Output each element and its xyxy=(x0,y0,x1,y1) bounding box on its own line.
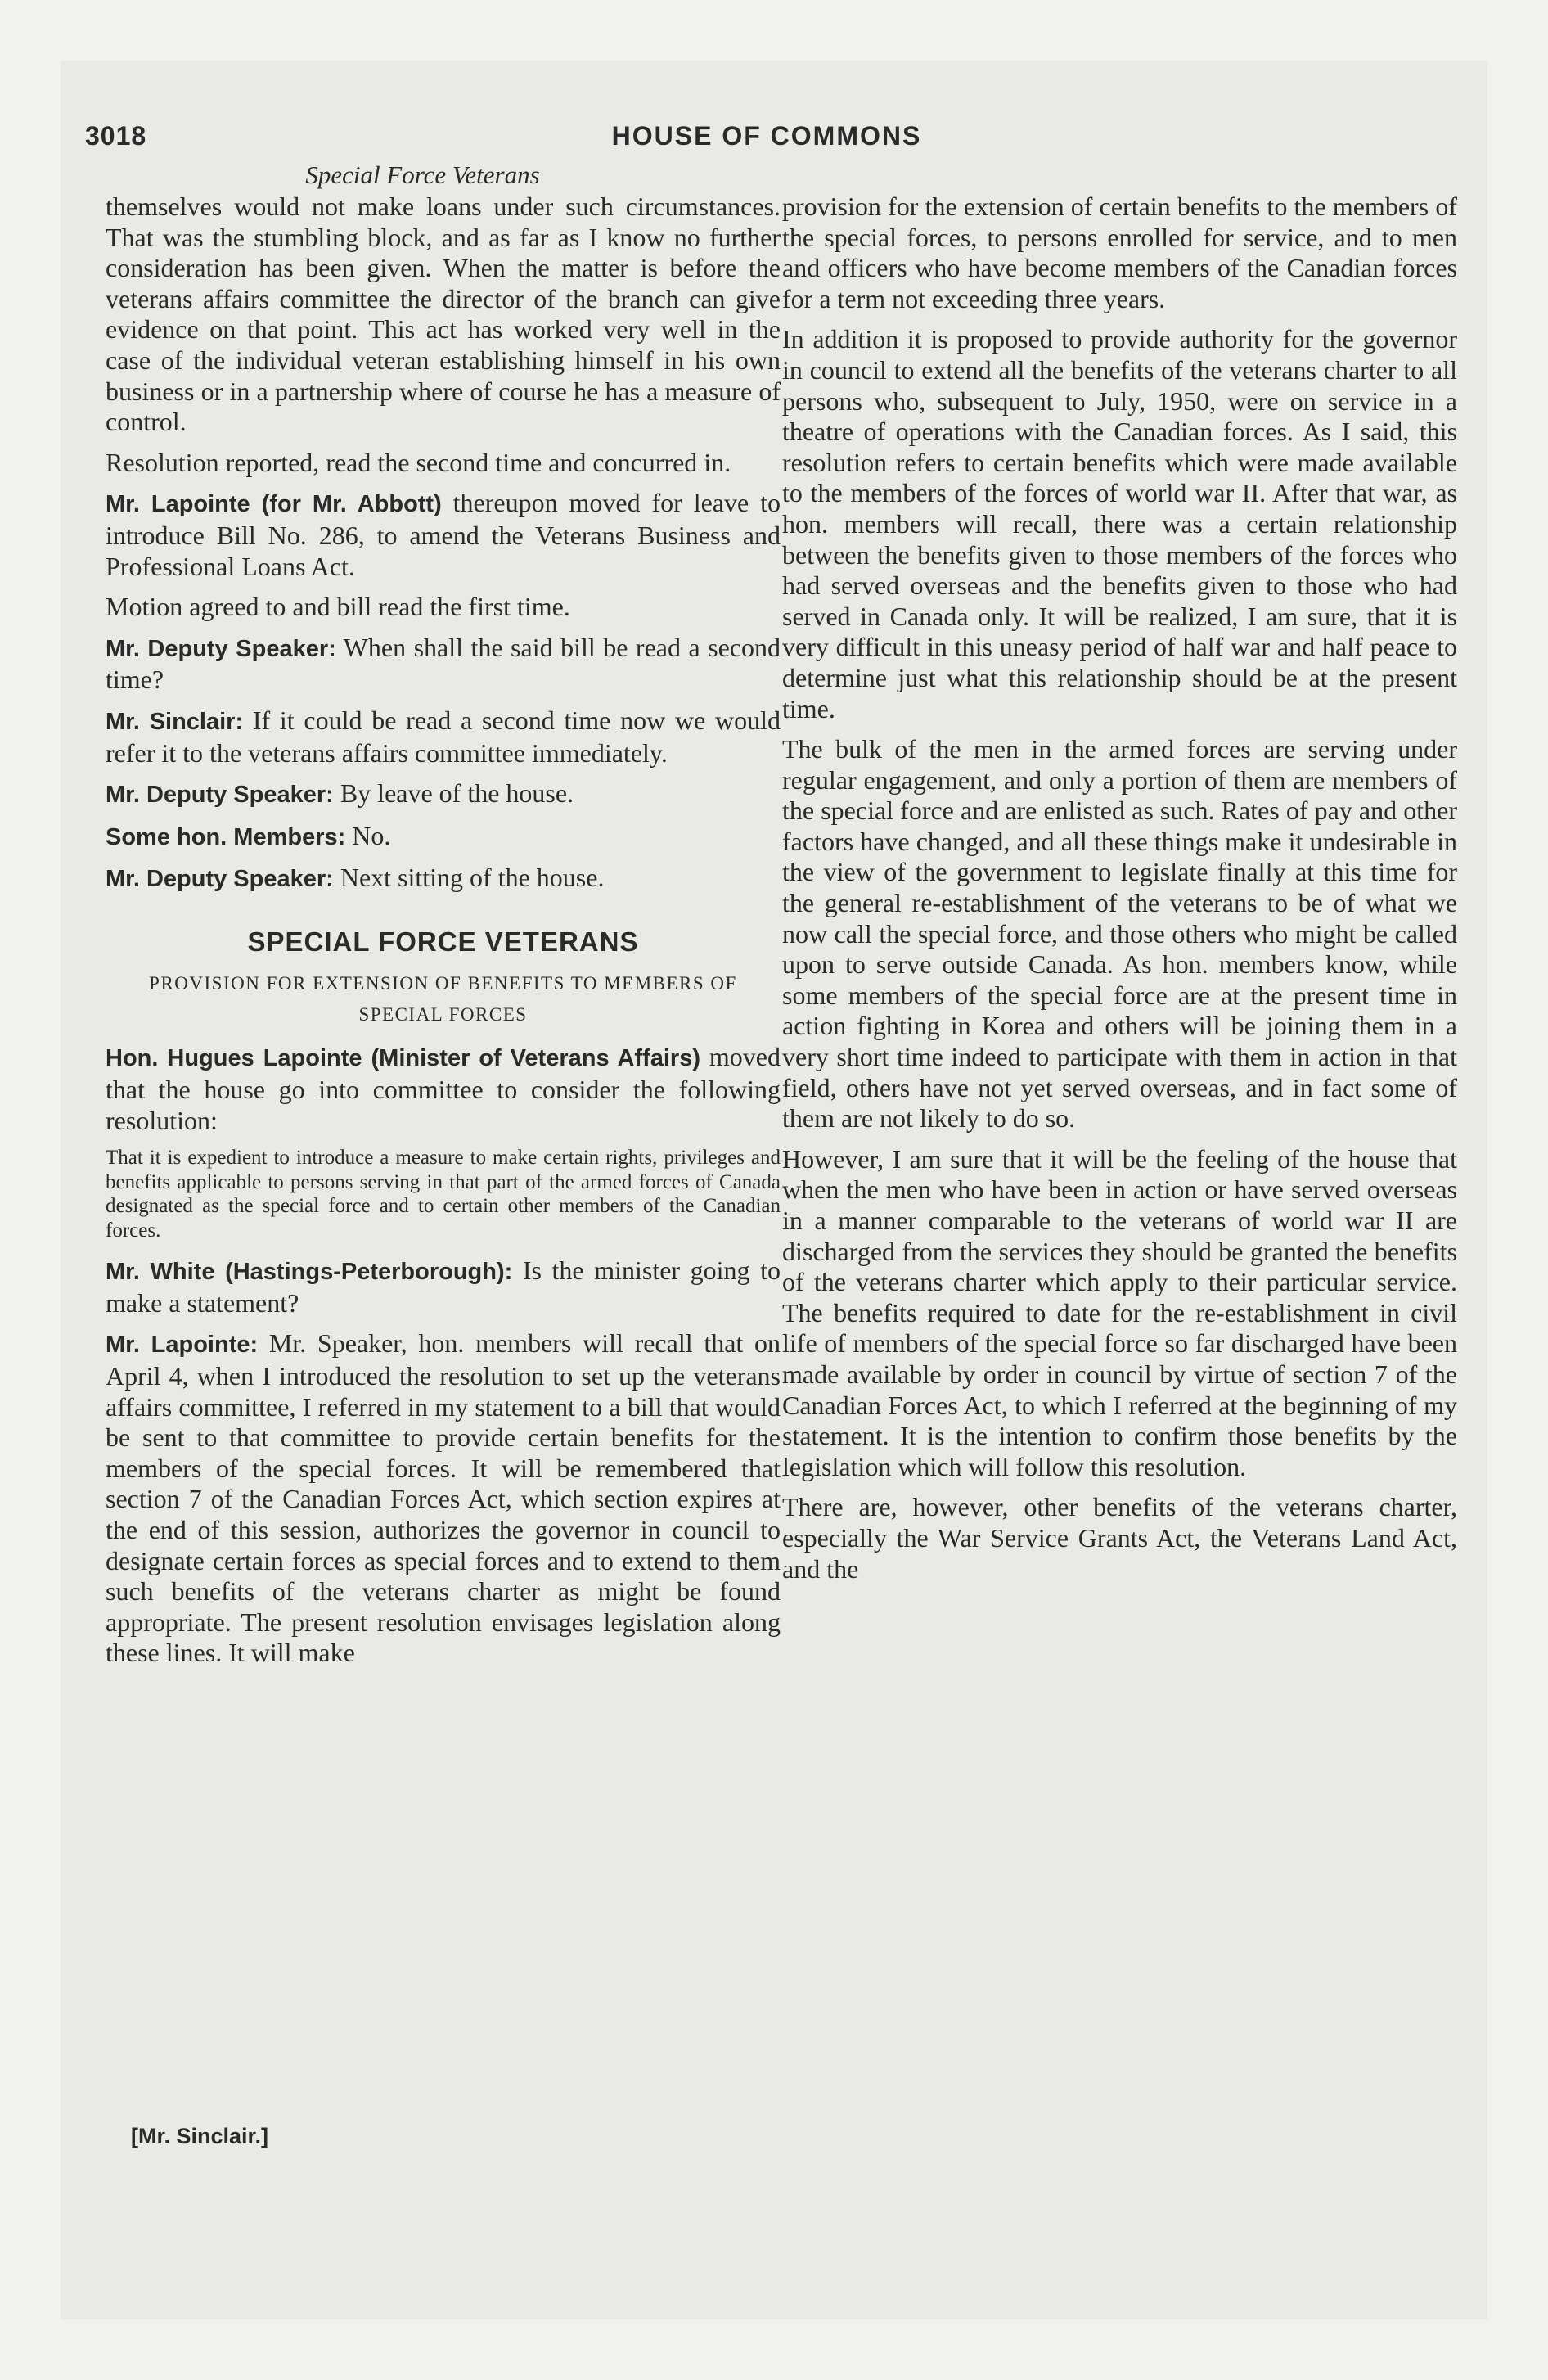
page-header xyxy=(85,121,1448,157)
speaker-name: Mr. Deputy Speaker: xyxy=(106,782,334,809)
paragraph xyxy=(106,778,781,811)
speaker-name: Mr. Lapointe (for Mr. Abbott) xyxy=(106,491,442,518)
resolution-quote: That it is expedient to introduce a measure to make certain rights, privileges and benefits applicable to persons serving in that part of the armed forces of Canada designated as the special force and to certain other members of the Canadian forces. xyxy=(106,1147,781,1242)
speaker-name: Mr. Deputy Speaker: xyxy=(106,866,334,893)
speaker-name: Mr. Lapointe: xyxy=(106,1332,259,1359)
paragraph: There are, however, other benefits of the veterans charter, especially the War Service Grants Act, the Veterans Land Act, and the xyxy=(782,1492,1457,1584)
speech-text: Is the minister going to make a statement? xyxy=(106,1255,781,1318)
footer-speaker-reference: [Mr. Sinclair.] xyxy=(131,2124,269,2148)
section-subtitle: PROVISION FOR EXTENSION OF BENEFITS TO MEMBERS OF SPECIAL FORCES xyxy=(149,973,737,1025)
speech-text: If it could be read a second time now we would refer it to the veterans affairs committee immediately. xyxy=(106,705,781,768)
speech-text: Next sitting of the house. xyxy=(333,863,605,893)
speaker-name: Some hon. Members: xyxy=(106,823,346,850)
section-subhead: Special Force Veterans xyxy=(305,160,540,189)
section-title: SPECIAL FORCE VETERANS xyxy=(247,926,639,957)
running-head: HOUSE OF COMMONS xyxy=(611,121,922,151)
speaker-name: Mr. Sinclair: xyxy=(106,708,244,735)
speech-text: When shall the said bill be read a second time? xyxy=(106,632,781,695)
speech-text: No. xyxy=(345,820,391,850)
paragraph: themselves would not make loans under such circumstances. That was the stumbling block, and as far as I know no further consideration has been given. When the matter is before the veterans affairs committee the director of the branch can give evidence on that point. This act has worked very well in the case of the individual veteran establishing himself in his own business or in a partnership where of course he has a measure of control. xyxy=(106,192,781,437)
paragraph xyxy=(106,705,781,769)
speech-text: thereupon moved for leave to introduce Bill No. 286, to amend the Veterans Business and Professional Loans Act. xyxy=(106,488,781,581)
paragraph: Resolution reported, read the second time and concurred in. xyxy=(106,447,731,477)
speech-text: By leave of the house. xyxy=(333,778,574,809)
right-column xyxy=(782,192,1457,1594)
paragraph xyxy=(106,1255,781,1318)
paragraph xyxy=(106,1328,781,1669)
speaker-name: Hon. Hugues Lapointe (Minister of Veterans Affairs) xyxy=(106,1045,700,1072)
speech-text: moved that the house go into committee to consider the following resolution: xyxy=(106,1042,781,1135)
speaker-name: Mr. White (Hastings-Peterborough): xyxy=(106,1259,513,1286)
speaker-name: Mr. Deputy Speaker: xyxy=(106,635,336,662)
paragraph xyxy=(106,863,781,895)
paragraph: Motion agreed to and bill read the first time. xyxy=(106,592,570,622)
paragraph: In addition it is proposed to provide authority for the governor in council to extend all the benefits of the veterans charter to all persons who, subsequent to July, 1950, were on service in a theatre of operations with the Canadian forces. As I said, this resolution refers to certain benefits which were made available to the members of the forces of world war II. After that war, as hon. members will recall, there was a certain relationship between the benefits given to those members of the forces who had served overseas and the benefits given to those who had served in Canada only. It will be realized, I am sure, that it is very difficult in this uneasy period of half war and half peace to determine just what this relationship should be at the present time. xyxy=(782,324,1457,723)
left-column xyxy=(106,192,781,1679)
page-number: 3018 xyxy=(85,121,147,151)
paragraph xyxy=(106,488,781,582)
paragraph xyxy=(106,633,781,696)
speech-text: Mr. Speaker, hon. members will recall that on April 4, when I introduced the resolution to set up the veterans affairs committee, I referred in my statement to a bill that would be sent to that committee to provide certain benefits for the members of the special forces. It will be remembered that section 7 of the Canadian Forces Act, which section expires at the end of this session, authorizes the governor in council to designate certain forces as special forces and to extend to them such benefits of the veterans charter as might be found appropriate. The present resolution envisages legislation along these lines. It will make xyxy=(106,1328,781,1668)
paragraph xyxy=(106,1042,781,1136)
paragraph: However, I am sure that it will be the feeling of the house that when the men who have been in action or have served overseas in a manner comparable to the veterans of world war II are discharged from the services they should be granted the benefits of the veterans charter which apply to their particular service. The benefits required to date for the re-establishment in civil life of members of the special force so far discharged have been made available by order in council by virtue of section 7 of the Canadian Forces Act, to which I referred at the beginning of my statement. It is the intention to confirm those benefits by the legislation which will follow this resolution. xyxy=(782,1143,1457,1481)
paragraph: The bulk of the men in the armed forces are serving under regular engagement, and only a portion of them are members of the special force and are enlisted as such. Rates of pay and other factors have changed, and all these things make it undesirable in the view of the government to legislate finally at this time for the general re-establishment of the veterans to be of what we now call the special force, and those others who might be called upon to serve outside Canada. As hon. members know, while some members of the special force are at the present time in action fighting in Korea and others will be joining them in a very short time indeed to participate with them in action in that field, others have not yet served overseas, and in fact some of them are not likely to do so. xyxy=(782,734,1457,1134)
paragraph: provision for the extension of certain benefits to the members of the special forces, to persons enrolled for service, and to men and officers who have become members of the Canadian forces for a term not exceeding three years. xyxy=(782,192,1457,313)
paragraph xyxy=(106,821,781,854)
